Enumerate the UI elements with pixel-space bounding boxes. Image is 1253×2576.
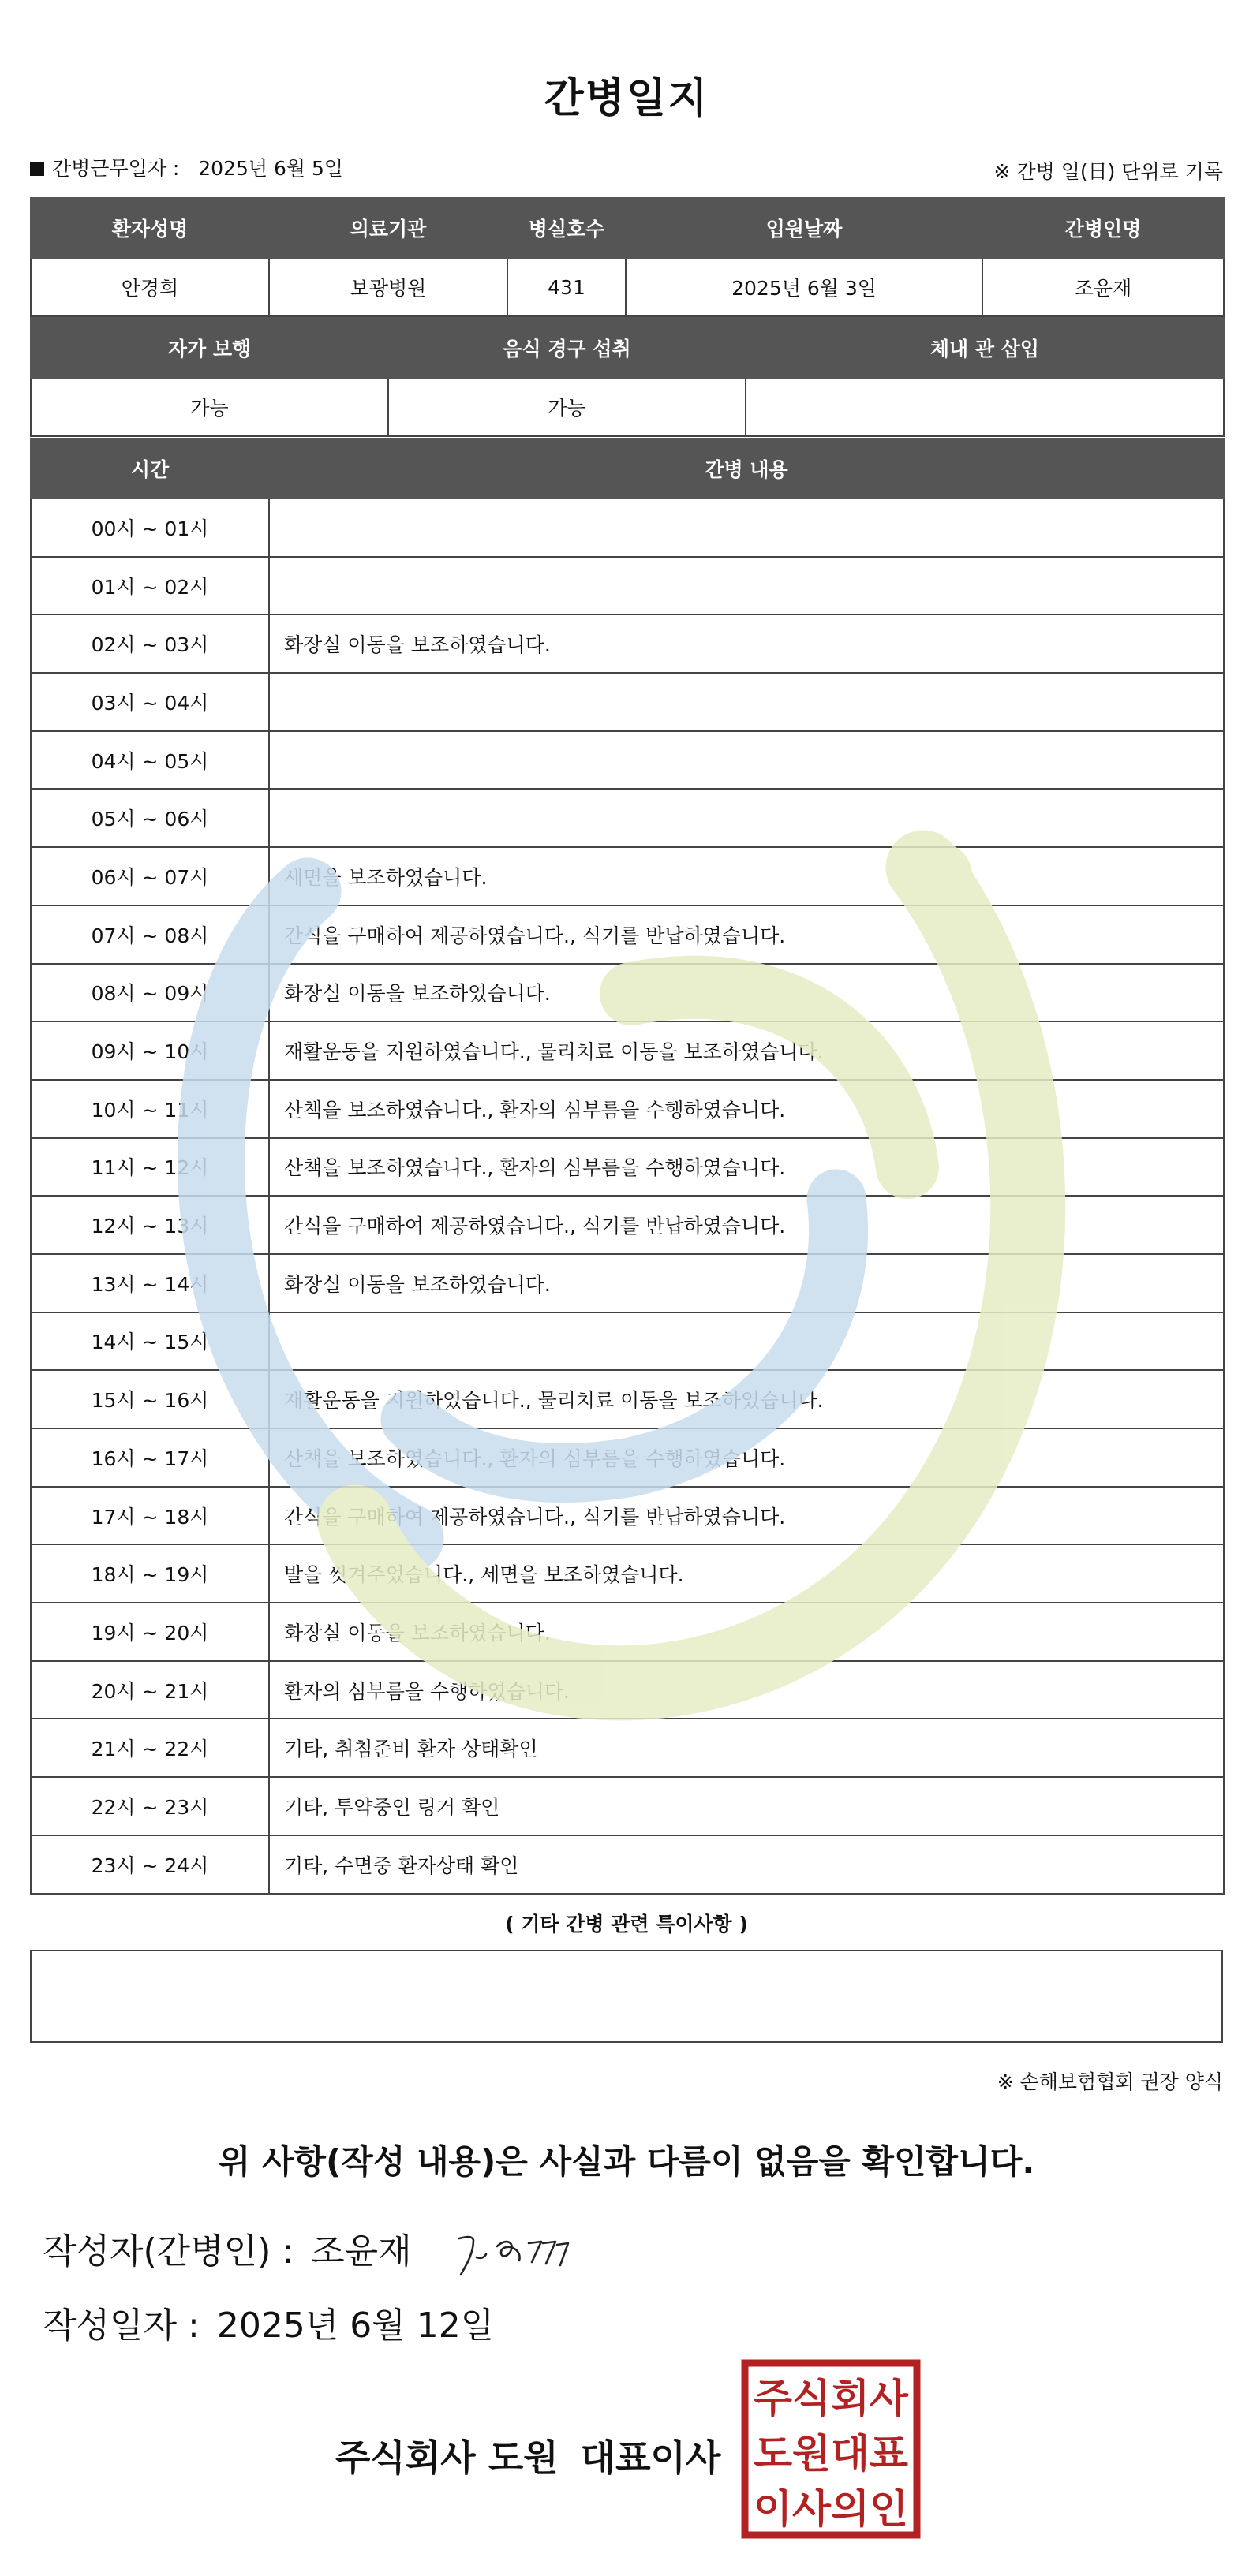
table-row [31, 673, 1224, 731]
care-content [269, 731, 1224, 790]
table-row [31, 1487, 1224, 1545]
recommended-form-note: ※ 손해보험협회 권장 양식 [997, 2070, 1223, 2093]
table-row [31, 1661, 1224, 1719]
hospital-name: 보광병원 [269, 258, 507, 316]
care-content [269, 789, 1224, 847]
table-row [31, 1312, 1224, 1371]
header-oral-intake: 음식 경구 섭취 [388, 318, 746, 378]
time-slot: 09시 ~ 10시 [31, 1021, 269, 1080]
table-row [31, 731, 1224, 790]
time-slot: 11시 ~ 12시 [31, 1138, 269, 1197]
time-slot: 01시 ~ 02시 [31, 557, 269, 615]
time-slot: 21시 ~ 22시 [31, 1719, 269, 1777]
unit-note: ※ 간병 일(日) 단위로 기록 [993, 160, 1223, 183]
header-hospital: 의료기관 [269, 198, 507, 258]
document-title: 간병일지 [544, 75, 709, 122]
tube-insertion-status [746, 378, 1224, 436]
walking-status: 가능 [31, 378, 388, 436]
time-slot: 15시 ~ 16시 [31, 1370, 269, 1428]
care-content [269, 557, 1224, 615]
extra-notes-box [30, 1950, 1223, 2043]
write-date-line [43, 2297, 494, 2347]
care-log-table [30, 438, 1225, 1895]
table-row [31, 557, 1224, 615]
header-care-content: 간병 내용 [269, 439, 1224, 498]
work-date-label: 간병근무일자 [52, 157, 166, 180]
patient-name: 안경희 [31, 258, 269, 316]
time-slot: 04시 ~ 05시 [31, 731, 269, 790]
table-row [31, 1080, 1224, 1138]
table-row [31, 1835, 1224, 1894]
seal-line-3: 이사의인 [754, 2486, 908, 2532]
header-time: 시간 [31, 439, 269, 498]
oral-intake-status: 가능 [388, 378, 746, 436]
time-slot: 03시 ~ 04시 [31, 673, 269, 731]
care-content: 세면을 보조하였습니다. [269, 847, 1224, 905]
writer-name: 조윤재 [311, 2231, 412, 2272]
care-content: 산책을 보조하였습니다., 환자의 심부름을 수행하였습니다. [269, 1138, 1224, 1197]
care-content: 산책을 보조하였습니다., 환자의 심부름을 수행하였습니다. [269, 1080, 1224, 1138]
care-content: 환자의 심부름을 수행하였습니다. [269, 1661, 1224, 1719]
time-slot: 14시 ~ 15시 [31, 1312, 269, 1371]
table-row [31, 1021, 1224, 1080]
seal-line-1: 주식회사 [754, 2376, 909, 2421]
care-content: 간식을 구매하여 제공하였습니다., 식기를 반납하였습니다. [269, 905, 1224, 964]
caregiver-name: 조윤재 [982, 258, 1224, 316]
table-row [31, 1428, 1224, 1487]
table-row [31, 498, 1224, 557]
table-row [31, 1719, 1224, 1777]
write-date-value: 2025년 6월 12일 [216, 2305, 495, 2346]
table-row [31, 847, 1224, 905]
table-row [31, 905, 1224, 964]
seal-line-2: 도원대표 [754, 2431, 909, 2477]
table-row [31, 789, 1224, 847]
time-slot: 16시 ~ 17시 [31, 1428, 269, 1487]
time-slot: 02시 ~ 03시 [31, 614, 269, 673]
care-content: 재활운동을 지원하였습니다., 물리치료 이동을 보조하였습니다. [269, 1370, 1224, 1428]
table-row [31, 614, 1224, 673]
care-content: 간식을 구매하여 제공하였습니다., 식기를 반납하였습니다. [269, 1487, 1224, 1545]
time-slot: 13시 ~ 14시 [31, 1254, 269, 1312]
patient-info-table [30, 197, 1225, 317]
table-row [31, 1196, 1224, 1254]
table-row [31, 1138, 1224, 1197]
work-date-separator: : [172, 157, 180, 180]
care-content: 화장실 이동을 보조하였습니다. [269, 1254, 1224, 1312]
time-slot: 18시 ~ 19시 [31, 1544, 269, 1603]
time-slot: 17시 ~ 18시 [31, 1487, 269, 1545]
company-seal [740, 2358, 922, 2540]
care-content: 산책을 보조하였습니다., 환자의 심부름을 수행하였습니다. [269, 1428, 1224, 1487]
patient-status-table [30, 317, 1225, 437]
time-slot: 20시 ~ 21시 [31, 1661, 269, 1719]
time-slot: 10시 ~ 11시 [31, 1080, 269, 1138]
company-name: 주식회사 도원 [335, 2436, 559, 2479]
time-slot: 05시 ~ 06시 [31, 789, 269, 847]
meta-row [30, 153, 1223, 188]
table-row [31, 1544, 1224, 1603]
table-row [31, 1370, 1224, 1428]
time-slot: 06시 ~ 07시 [31, 847, 269, 905]
care-content: 발을 씻겨주었습니다., 세면을 보조하였습니다. [269, 1544, 1224, 1603]
company-line [335, 2429, 720, 2481]
time-slot: 22시 ~ 23시 [31, 1777, 269, 1835]
header-admission-date: 입원날짜 [626, 198, 982, 258]
care-content: 화장실 이동을 보조하였습니다. [269, 1603, 1224, 1661]
table-row [31, 1254, 1224, 1312]
write-date-label: 작성일자 : [43, 2305, 200, 2346]
representative-title: 대표이사 [580, 2436, 721, 2479]
table-row [31, 1777, 1224, 1835]
table-row [31, 1603, 1224, 1661]
care-content [269, 1312, 1224, 1371]
header-caregiver-name: 간병인명 [982, 198, 1224, 258]
care-log-rows [31, 498, 1224, 1894]
care-content: 기타, 수면중 환자상태 확인 [269, 1835, 1224, 1894]
time-slot: 00시 ~ 01시 [31, 498, 269, 557]
time-slot: 08시 ~ 09시 [31, 964, 269, 1022]
header-room: 병실호수 [507, 198, 626, 258]
time-slot: 23시 ~ 24시 [31, 1835, 269, 1894]
extra-notes-title: ( 기타 간병 관련 특이사항 ) [505, 1913, 748, 1936]
time-slot: 19시 ~ 20시 [31, 1603, 269, 1661]
header-patient-name: 환자성명 [31, 198, 269, 258]
writer-line [43, 2223, 412, 2273]
time-slot: 12시 ~ 13시 [31, 1196, 269, 1254]
care-content: 재활운동을 지원하였습니다., 물리치료 이동을 보조하였습니다. [269, 1021, 1224, 1080]
confirmation-statement: 위 사항(작성 내용)은 사실과 다름이 없음을 확인합니다. [218, 2142, 1035, 2181]
work-date-value: 2025년 6월 5일 [198, 157, 344, 180]
writer-label: 작성자(간병인) : [43, 2231, 294, 2272]
care-content [269, 673, 1224, 731]
header-walking: 자가 보행 [31, 318, 388, 378]
table-row [31, 964, 1224, 1022]
care-content: 기타, 취침준비 환자 상태확인 [269, 1719, 1224, 1777]
work-date [30, 153, 343, 181]
care-content: 화장실 이동을 보조하였습니다. [269, 964, 1224, 1022]
handwritten-signature [450, 2223, 592, 2286]
care-content [269, 498, 1224, 557]
header-tube-insertion: 체내 관 삽입 [746, 318, 1224, 378]
time-slot: 07시 ~ 08시 [31, 905, 269, 964]
room-number: 431 [507, 258, 626, 316]
care-content: 기타, 투약중인 링거 확인 [269, 1777, 1224, 1835]
care-content: 간식을 구매하여 제공하였습니다., 식기를 반납하였습니다. [269, 1196, 1224, 1254]
square-bullet-icon [30, 162, 44, 176]
admission-date: 2025년 6월 3일 [626, 258, 982, 316]
care-content: 화장실 이동을 보조하였습니다. [269, 614, 1224, 673]
